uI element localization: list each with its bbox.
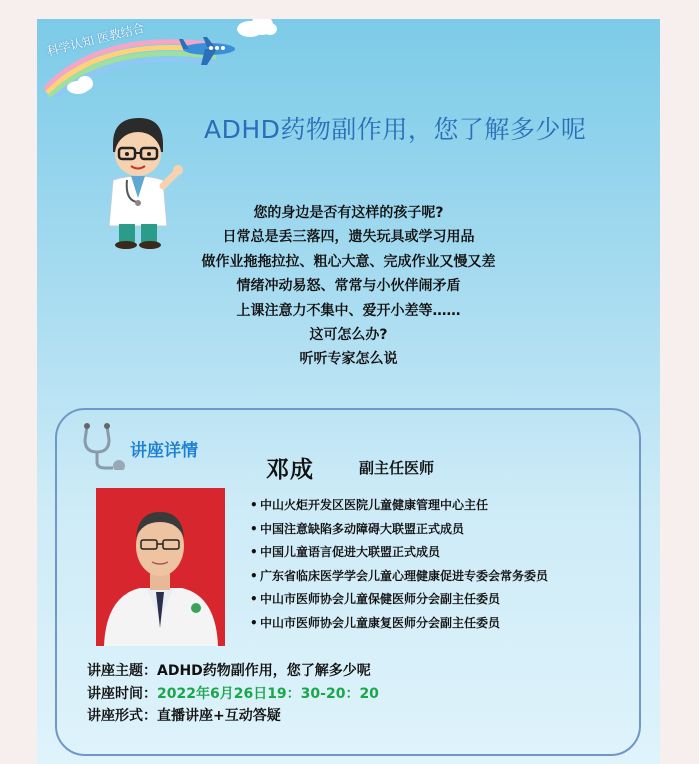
lecture-topic (87, 660, 379, 683)
airplane-icon (177, 35, 241, 67)
page-title: ADHD药物副作用，您了解多少呢 (204, 115, 587, 144)
doctor-title: 副主任医师 (359, 459, 435, 477)
intro-line: 上课注意力不集中、爱开小差等…… (236, 302, 461, 319)
lecture-info (87, 660, 379, 728)
time-value: 2022年6月26日19：30-20：20 (157, 685, 379, 702)
intro-line: 日常总是丢三落四，遗失玩具或学习用品 (222, 229, 475, 246)
format-value: 直播讲座+互动答疑 (157, 708, 281, 724)
lecture-format (87, 705, 379, 728)
lecture-time (87, 683, 379, 706)
doctor-photo (96, 488, 225, 646)
credential-item: • 中山市医师协会儿童康复医师分会副主任委员 (250, 615, 501, 630)
credential-item: • 中国儿童语言促进大联盟正式成员 (250, 545, 441, 560)
poster (37, 19, 660, 764)
doctor-name: 邓成 (266, 457, 314, 483)
topic-label: 讲座主题： (87, 663, 157, 679)
credential-item: • 广东省临床医学学会儿童心理健康促进专委会常务委员 (250, 568, 549, 583)
stethoscope-icon (77, 422, 129, 470)
credential-item: • 中山市医师协会儿童保健医师分会副主任委员 (250, 592, 501, 607)
time-label: 讲座时间： (87, 685, 157, 702)
slogan: 科学认知 医教结合 (45, 20, 146, 59)
intro-text (37, 201, 660, 372)
intro-line: 听听专家怎么说 (299, 351, 398, 368)
credential-item: • 中山火炬开发区医院儿童健康管理中心主任 (250, 498, 489, 512)
intro-line: 做作业拖拖拉拉、粗心大意、完成作业又慢又差 (201, 253, 496, 270)
intro-line: 这可怎么办? (309, 326, 388, 343)
format-label: 讲座形式： (87, 708, 157, 724)
topic-value: ADHD药物副作用，您了解多少呢 (157, 663, 371, 679)
intro-line: 您的身边是否有这样的孩子呢? (253, 205, 444, 221)
intro-line: 情绪冲动易怒、常常与小伙伴闹矛盾 (236, 278, 461, 295)
section-title: 讲座详情 (130, 441, 198, 461)
credentials-list (250, 494, 548, 636)
credential-item: • 中国注意缺陷多动障碍大联盟正式成员 (250, 521, 465, 536)
